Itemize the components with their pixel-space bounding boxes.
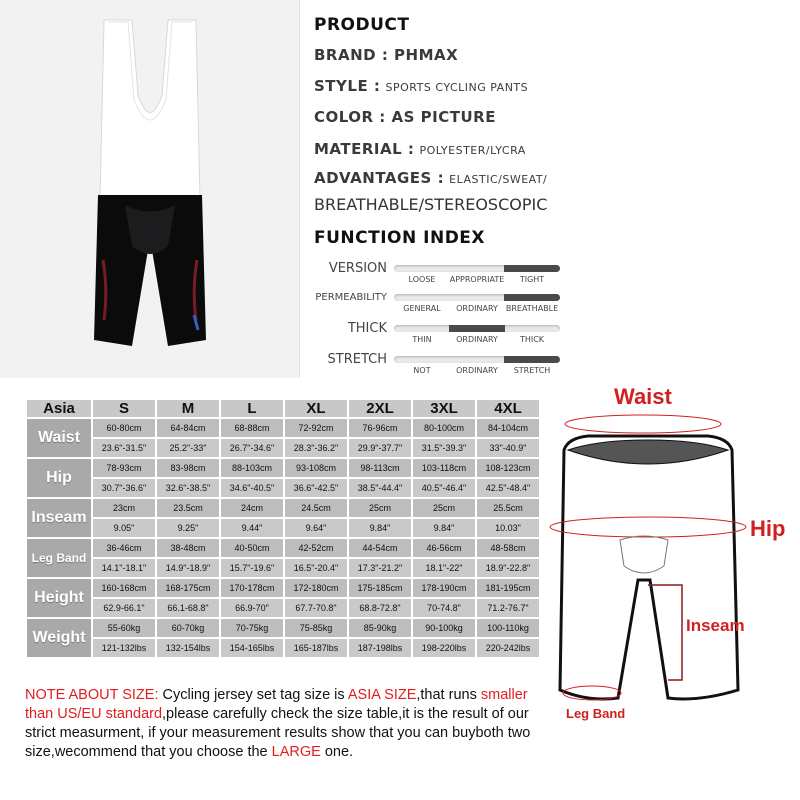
function-index-option: BREATHABLE [505,304,559,313]
size-table-header [27,400,539,417]
function-index-option: LOOSE [408,275,436,284]
material-label: MATERIAL : [314,140,415,158]
function-index-selected-segment [504,265,560,272]
size-cell-imperial: 71.2-76.7" [477,599,539,617]
size-header: 2XL [349,400,411,417]
function-index-selected-segment [449,325,505,332]
size-cell-imperial: 32.6"-38.5" [157,479,219,497]
size-table-corner: Asia [27,400,91,417]
note-lead: NOTE ABOUT SIZE: [25,687,159,703]
table-row [27,559,539,577]
function-index-bar [394,265,560,272]
size-cell-metric: 60-80cm [93,419,155,437]
function-index-bar [394,356,560,363]
note-smaller: smaller than US/EU standard [25,687,528,722]
function-index-option: GENERAL [403,304,441,313]
style-value: SPORTS CYCLING PANTS [385,81,529,94]
inseam-label: Inseam [686,616,745,635]
advantages-line [314,168,547,187]
size-cell-imperial: 9.64" [285,519,347,537]
size-cell-imperial: 31.5"-39.3" [413,439,475,457]
size-cell-metric: 25cm [413,499,475,517]
table-row [27,499,539,517]
size-cell-imperial: 68.8-72.8" [349,599,411,617]
size-cell-imperial: 121-132lbs [93,639,155,657]
note-text-1: Cycling jersey set tag size is [158,687,348,703]
function-index-option: ORDINARY [456,366,498,375]
size-cell-metric: 100-110kg [477,619,539,637]
size-cell-imperial: 67.7-70.8" [285,599,347,617]
size-cell-metric: 40-50cm [221,539,283,557]
hip-label: Hip [750,516,786,541]
size-cell-metric: 23.5cm [157,499,219,517]
function-index-label: PERMEABILITY [315,292,387,303]
table-row [27,619,539,637]
function-index-option: STRETCH [513,366,551,375]
size-cell-metric: 178-190cm [413,579,475,597]
size-cell-imperial: 9.05" [93,519,155,537]
size-cell-metric: 60-70kg [157,619,219,637]
color-line [314,107,496,126]
size-cell-metric: 46-56cm [413,539,475,557]
size-cell-imperial: 132-154lbs [157,639,219,657]
size-cell-metric: 108-123cm [477,459,539,477]
size-header: L [221,400,283,417]
size-cell-imperial: 165-187lbs [285,639,347,657]
size-note [25,686,545,762]
size-cell-imperial: 17.3"-21.2" [349,559,411,577]
size-header: S [93,400,155,417]
function-index-selected-segment [504,294,560,301]
size-cell-metric: 36-46cm [93,539,155,557]
size-cell-metric: 38-48cm [157,539,219,557]
size-cell-metric: 24.5cm [285,499,347,517]
brand-label: BRAND : PHMAX [314,46,459,64]
size-cell-metric: 88-103cm [221,459,283,477]
size-cell-imperial: 16.5"-20.4" [285,559,347,577]
function-index-option: NOT [413,366,431,375]
material-line [314,139,526,158]
size-cell-metric: 70-75kg [221,619,283,637]
size-cell-imperial: 18.1"-22" [413,559,475,577]
function-index-bar [394,294,560,301]
size-cell-metric: 175-185cm [349,579,411,597]
size-cell-imperial: 70-74.8" [413,599,475,617]
size-row-label: Height [27,579,91,617]
function-index-option: APPROPRIATE [449,275,505,284]
size-cell-metric: 85-90kg [349,619,411,637]
material-value: POLYESTER/LYCRA [419,144,526,157]
size-cell-metric: 48-58cm [477,539,539,557]
table-row [27,439,539,457]
style-line [314,76,528,95]
size-row-label: Leg Band [27,539,91,577]
table-row [27,419,539,437]
size-cell-imperial: 23.6"-31.5" [93,439,155,457]
size-cell-imperial: 14.9"-18.9" [157,559,219,577]
function-index-label: STRETCH [327,352,387,367]
size-cell-imperial: 9.25" [157,519,219,537]
size-cell-imperial: 28.3"-36.2" [285,439,347,457]
size-cell-metric: 25.5cm [477,499,539,517]
size-cell-metric: 42-52cm [285,539,347,557]
size-cell-imperial: 9.84" [413,519,475,537]
size-cell-metric: 80-100cm [413,419,475,437]
size-cell-metric: 170-178cm [221,579,283,597]
size-cell-imperial: 38.5"-44.4" [349,479,411,497]
size-row-label: Inseam [27,499,91,537]
size-cell-imperial: 30.7"-36.6" [93,479,155,497]
size-row-label: Weight [27,619,91,657]
function-index-option: THICK [519,335,545,344]
size-cell-metric: 168-175cm [157,579,219,597]
brand-line [314,45,458,64]
size-cell-imperial: 36.6"-42.5" [285,479,347,497]
size-cell-metric: 160-168cm [93,579,155,597]
note-text-4: one. [320,744,354,760]
table-row [27,639,539,657]
note-asia-size: ASIA SIZE [347,687,417,703]
size-cell-imperial: 42.5"-48.4" [477,479,539,497]
size-cell-imperial: 66.1-68.8" [157,599,219,617]
size-cell-metric: 90-100kg [413,619,475,637]
size-cell-metric: 68-88cm [221,419,283,437]
table-row [27,459,539,477]
size-cell-metric: 93-108cm [285,459,347,477]
size-cell-metric: 75-85kg [285,619,347,637]
table-row [27,539,539,557]
size-cell-metric: 103-118cm [413,459,475,477]
function-index-label: VERSION [328,261,387,276]
size-cell-imperial: 154-165lbs [221,639,283,657]
size-cell-metric: 83-98cm [157,459,219,477]
size-header: XL [285,400,347,417]
function-index-option: ORDINARY [456,335,498,344]
size-cell-metric: 44-54cm [349,539,411,557]
table-row [27,519,539,537]
function-index-bar [394,325,560,332]
size-cell-imperial: 9.84" [349,519,411,537]
function-index-option: TIGHT [519,275,545,284]
size-row-label: Waist [27,419,91,457]
size-header: 4XL [477,400,539,417]
function-index-option: ORDINARY [456,304,498,313]
table-row [27,479,539,497]
size-cell-imperial: 10.03" [477,519,539,537]
table-row [27,579,539,597]
size-cell-metric: 64-84cm [157,419,219,437]
size-row-label: Hip [27,459,91,497]
size-cell-imperial: 18.9"-22.8" [477,559,539,577]
size-cell-metric: 172-180cm [285,579,347,597]
table-row [27,599,539,617]
size-cell-metric: 23cm [93,499,155,517]
size-cell-imperial: 25.2"-33" [157,439,219,457]
advantages-value-1: ELASTIC/SWEAT/ [449,173,548,186]
size-header: M [157,400,219,417]
product-image [0,0,300,378]
waist-label: Waist [614,384,672,409]
size-cell-imperial: 66.9-70" [221,599,283,617]
size-cell-imperial: 220-242lbs [477,639,539,657]
size-cell-imperial: 9.44" [221,519,283,537]
color-label: COLOR : AS PICTURE [314,108,496,126]
size-cell-imperial: 15.7"-19.6" [221,559,283,577]
size-cell-metric: 25cm [349,499,411,517]
bib-shorts-illustration [0,0,300,378]
size-cell-metric: 98-113cm [349,459,411,477]
measurement-diagram [548,380,800,720]
size-cell-imperial: 187-198lbs [349,639,411,657]
size-cell-imperial: 26.7"-34.6" [221,439,283,457]
size-cell-imperial: 14.1"-18.1" [93,559,155,577]
product-title: PRODUCT [314,15,410,35]
size-cell-imperial: 33"-40.9" [477,439,539,457]
function-index-option: THIN [412,335,432,344]
function-index-label: THICK [347,321,387,336]
size-cell-metric: 24cm [221,499,283,517]
size-cell-imperial: 34.6"-40.5" [221,479,283,497]
advantages-value-2: BREATHABLE/STEREOSCOPIC [314,195,548,214]
size-cell-metric: 181-195cm [477,579,539,597]
size-cell-metric: 76-96cm [349,419,411,437]
note-text-2: ,that runs [416,687,477,703]
size-cell-metric: 84-104cm [477,419,539,437]
note-large: LARGE [271,744,321,760]
size-cell-metric: 72-92cm [285,419,347,437]
size-cell-imperial: 40.5"-46.4" [413,479,475,497]
style-label: STYLE : [314,77,381,95]
size-table [25,398,541,659]
leg-band-label: Leg Band [566,706,626,721]
size-cell-imperial: 62.9-66.1" [93,599,155,617]
function-index-selected-segment [504,356,560,363]
advantages-label: ADVANTAGES : [314,169,445,187]
size-cell-imperial: 29.9"-37.7" [349,439,411,457]
note-text-3: ,please carefully check the size table,it is the result of our strict measurment, if your measurement results show that you can buyboth two size,wecommend that you choose the [25,706,531,760]
function-index-title: FUNCTION INDEX [314,228,486,248]
size-cell-metric: 55-60kg [93,619,155,637]
size-cell-imperial: 198-220lbs [413,639,475,657]
size-header: 3XL [413,400,475,417]
size-cell-metric: 78-93cm [93,459,155,477]
